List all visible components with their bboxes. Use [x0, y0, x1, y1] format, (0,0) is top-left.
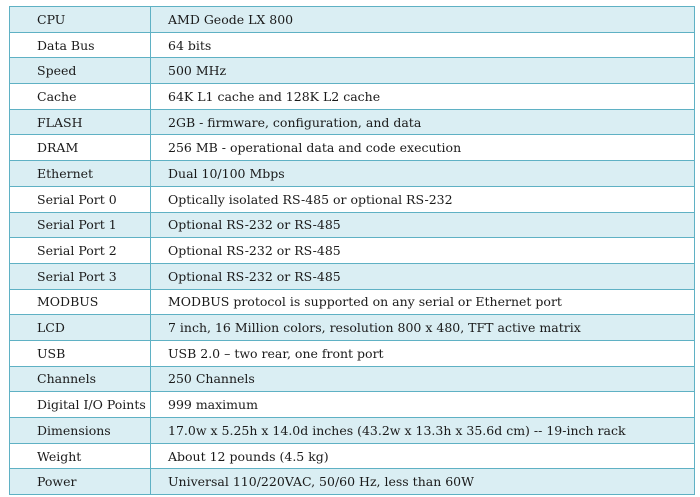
table-row: [10, 315, 695, 341]
spec-value-weight: About 12 pounds (4.5 kg): [151, 443, 695, 469]
table-row: [10, 469, 695, 495]
spec-value-serial-port-2: Optional RS-232 or RS-485: [151, 238, 695, 264]
spec-value-serial-port-3: Optional RS-232 or RS-485: [151, 263, 695, 289]
spec-label-modbus: MODBUS: [10, 289, 151, 315]
table-row: [10, 32, 695, 58]
spec-label-flash: FLASH: [10, 109, 151, 135]
table-row: [10, 392, 695, 418]
spec-label-serial-port-0: Serial Port 0: [10, 186, 151, 212]
spec-value-dram: 256 MB - operational data and code execution: [151, 135, 695, 161]
spec-value-speed: 500 MHz: [151, 58, 695, 84]
table-row: [10, 289, 695, 315]
spec-value-cpu: AMD Geode LX 800: [151, 7, 695, 33]
table-row: [10, 418, 695, 444]
spec-value-dimensions: 17.0w x 5.25h x 14.0d inches (43.2w x 13.3h x 35.6d cm) -- 19-inch rack: [151, 418, 695, 444]
spec-label-data-bus: Data Bus: [10, 32, 151, 58]
table-row: [10, 238, 695, 264]
spec-label-weight: Weight: [10, 443, 151, 469]
spec-value-digital-io-points: 999 maximum: [151, 392, 695, 418]
spec-label-speed: Speed: [10, 58, 151, 84]
spec-table-body: [10, 7, 695, 495]
spec-label-cpu: CPU: [10, 7, 151, 33]
spec-label-channels: Channels: [10, 366, 151, 392]
spec-label-digital-io-points: Digital I/O Points: [10, 392, 151, 418]
spec-value-lcd: 7 inch, 16 Million colors, resolution 800 x 480, TFT active matrix: [151, 315, 695, 341]
table-row: [10, 7, 695, 33]
spec-label-cache: Cache: [10, 84, 151, 110]
spec-value-channels: 250 Channels: [151, 366, 695, 392]
table-row: [10, 58, 695, 84]
spec-value-power: Universal 110/220VAC, 50/60 Hz, less than 60W: [151, 469, 695, 495]
spec-label-usb: USB: [10, 340, 151, 366]
table-row: [10, 84, 695, 110]
spec-label-lcd: LCD: [10, 315, 151, 341]
table-row: [10, 186, 695, 212]
spec-value-data-bus: 64 bits: [151, 32, 695, 58]
table-row: [10, 109, 695, 135]
spec-value-cache: 64K L1 cache and 128K L2 cache: [151, 84, 695, 110]
spec-value-serial-port-0: Optically isolated RS-485 or optional RS-232: [151, 186, 695, 212]
spec-value-flash: 2GB - firmware, configuration, and data: [151, 109, 695, 135]
table-row: [10, 212, 695, 238]
spec-value-ethernet: Dual 10/100 Mbps: [151, 161, 695, 187]
table-row: [10, 366, 695, 392]
spec-value-usb: USB 2.0 – two rear, one front port: [151, 340, 695, 366]
spec-label-serial-port-3: Serial Port 3: [10, 263, 151, 289]
table-row: [10, 340, 695, 366]
table-row: [10, 263, 695, 289]
spec-value-modbus: MODBUS protocol is supported on any serial or Ethernet port: [151, 289, 695, 315]
table-row: [10, 135, 695, 161]
spec-label-power: Power: [10, 469, 151, 495]
table-row: [10, 443, 695, 469]
spec-table: [9, 6, 695, 495]
table-row: [10, 161, 695, 187]
spec-label-ethernet: Ethernet: [10, 161, 151, 187]
spec-label-serial-port-2: Serial Port 2: [10, 238, 151, 264]
spec-label-serial-port-1: Serial Port 1: [10, 212, 151, 238]
spec-label-dram: DRAM: [10, 135, 151, 161]
spec-value-serial-port-1: Optional RS-232 or RS-485: [151, 212, 695, 238]
spec-label-dimensions: Dimensions: [10, 418, 151, 444]
